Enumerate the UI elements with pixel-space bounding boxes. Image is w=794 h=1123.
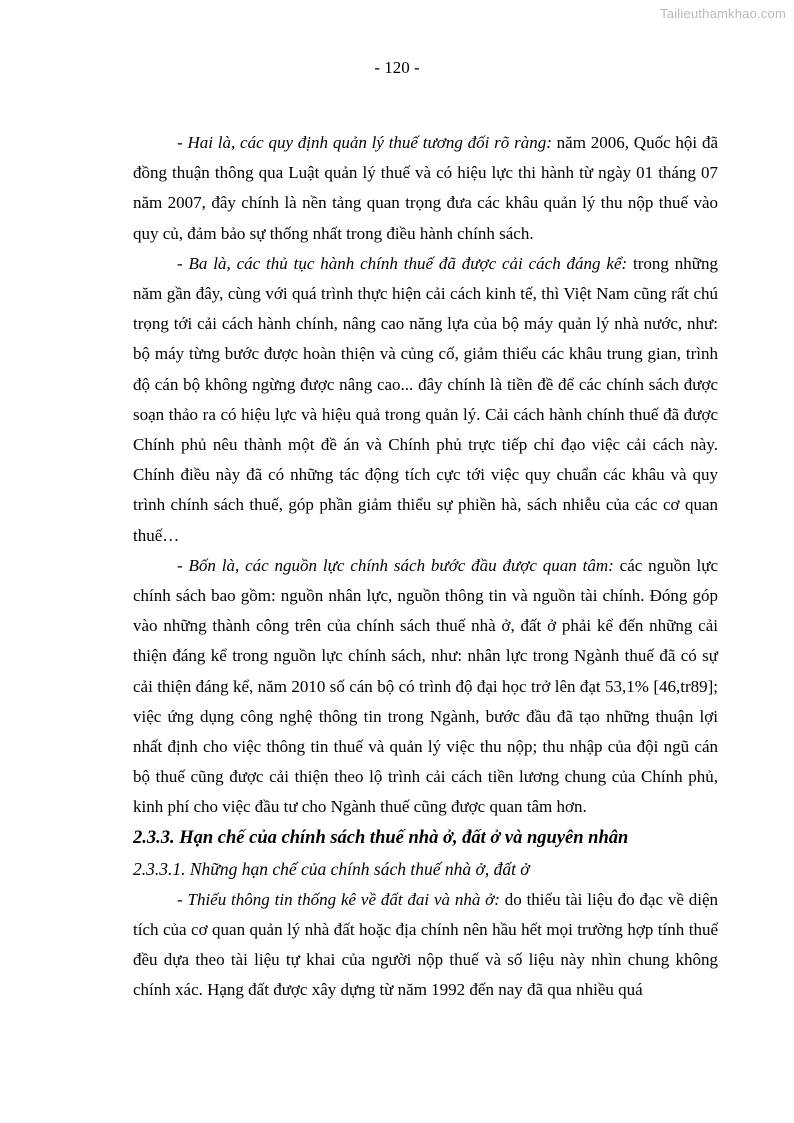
paragraph-bon-la bbox=[133, 551, 718, 823]
paragraph-text: do thiếu tài liệu đo đạc về diện tích của cơ quan quản lý nhà đất hoặc địa chính nên hầu hết mọi trường hợp tính thuế đều dựa theo tài liệu tự khai của người nộp thuế và số liệu này nhìn chung không chính xác. Hạng đất được xây dựng từ năm 1992 đến nay đã qua nhiều quá bbox=[133, 889, 718, 1000]
paragraph-ba-la bbox=[133, 249, 718, 551]
paragraph-text: năm 2006, Quốc hội đã đồng thuận thông qua Luật quản lý thuế và có hiệu lực thi hành từ ngày 01 tháng 07 năm 2007, đây chính là nền tảng quan trọng đưa các khâu quản lý thu nộp thuế vào quy củ, đảm bảo sự thống nhất trong điều hành chính sách. bbox=[133, 133, 719, 243]
page-number: - 120 - bbox=[374, 58, 420, 77]
paragraph-text: trong những năm gần đây, cùng với quá trình thực hiện cải cách kinh tế, thì Việt Nam cũng rất chú trọng tới cải cách hành chính, nâng cao năng lựa của bộ máy quản lý nhà nước, như: bộ máy từng bước được hoàn thiện và củng cố, giảm thiểu các khâu trung gian, trình độ cán bộ không ngừng được nâng cao... đây chính là tiền đề để các chính sách được soạn thảo ra có hiệu lực và hiệu quả trong quản lý. Cải cách hành chính thuế đã được Chính phủ nêu thành một đề án và Chính phủ trực tiếp chỉ đạo việc cải cách này. Chính điều này đã có những tác động tích cực tới việc quy chuẩn các khâu và quy trình chính sách thuế, góp phần giảm thiểu sự phiền hà, sách nhiễu của các cơ quan thuế… bbox=[133, 253, 718, 545]
document-body bbox=[133, 128, 718, 1005]
watermark: Tailieuthamkhao.com bbox=[660, 6, 786, 21]
paragraph-hai-la bbox=[133, 128, 718, 249]
paragraph-thieu-thong-tin bbox=[133, 885, 718, 1006]
subsection-heading: 2.3.3.1. Những hạn chế của chính sách thuế nhà ở, đất ở bbox=[133, 858, 530, 879]
paragraph-lead: - Bốn là, các nguồn lực chính sách bước đầu được quan tâm: bbox=[177, 555, 614, 575]
paragraph-lead: - Ba là, các thủ tục hành chính thuế đã được cải cách đáng kể: bbox=[177, 253, 628, 273]
paragraph-text: các nguồn lực chính sách bao gồm: nguồn nhân lực, nguồn thông tin và nguồn tài chính. Đóng góp vào những thành công trên của chính sách thuế nhà ở, đất ở phải kể đến những cải thiện đáng kể trong nguồn lực chính sách, như: nhân lực trong Ngành thuế đã có sự cải thiện đáng kể, năm 2010 số cán bộ có trình độ đại học trở lên đạt 53,1% [46,tr89]; việc ứng dụng công nghệ thông tin trong Ngành, bước đầu đã tạo những thuận lợi nhất định cho việc thông tin thuế và quản lý việc thu nộp; thu nhập của đội ngũ cán bộ thuế cũng được cải thiện theo lộ trình cải cách tiền lương chung của Chính phủ, kinh phí cho việc đầu tư cho Ngành thuế cũng được quan tâm hơn. bbox=[133, 555, 718, 817]
paragraph-lead: - Thiếu thông tin thống kê về đất đai và nhà ở: bbox=[177, 889, 500, 909]
section-heading: 2.3.3. Hạn chế của chính sách thuế nhà ở, đất ở và nguyên nhân bbox=[133, 827, 629, 848]
paragraph-lead: - Hai là, các quy định quản lý thuế tương đối rõ ràng: bbox=[177, 133, 552, 152]
